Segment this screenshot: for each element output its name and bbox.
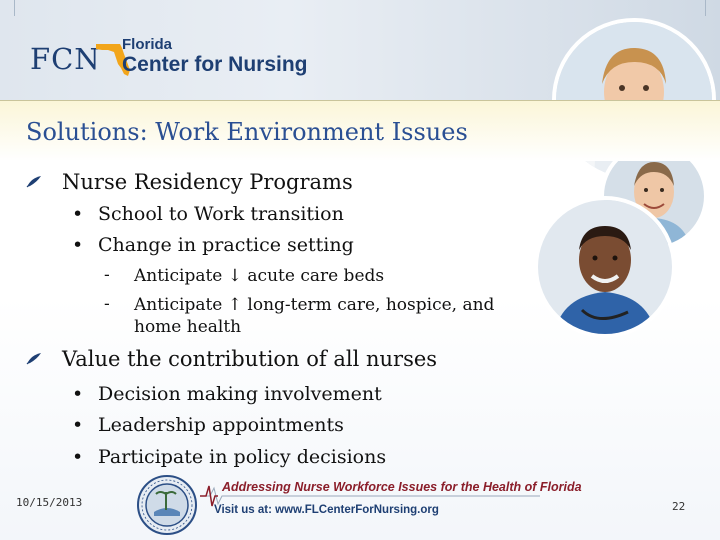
nurse-photo-male-2: [534, 196, 676, 338]
bullet-label: Value the contribution of all nurses: [62, 347, 438, 371]
fcn-logo: [30, 38, 320, 80]
state-seal-icon: [136, 474, 198, 536]
header-frame: [14, 0, 706, 16]
logo-florida: Florida: [122, 36, 173, 53]
sub-sub-bullet-label: Anticipate ↑ long-term care, hospice, and home health: [134, 295, 495, 337]
sub-bullet-label: Leadership appointments: [98, 414, 344, 436]
sub-bullet-label: Participate in policy decisions: [98, 446, 387, 468]
footer-date: 10/15/2013: [16, 496, 83, 509]
slide: FCN Florida Center for Nursing Solutions: Work Environment Issues Nurse Residency Programs • School to Work transition • Change in practice setting - Anticipate ↓ acute care beds - Anticipate ↑ long-term care, hospice, and home health Value the contribution of all nurses • Decision making involvement • Leadership appointments • Participate in policy decisions 10/15/2013 Addressing Nurse Workforce Issues for the Health of Florida Visit us at: www.FLCenterForNursing.org 22: [0, 0, 720, 540]
bullet-glyph-icon: [26, 351, 42, 367]
slide-title: Solutions: Work Environment Issues: [26, 118, 468, 146]
bullet-glyph-icon: [26, 174, 42, 190]
sub-bullet-label: Change in practice setting: [98, 234, 354, 256]
sub-bullet-label: School to Work transition: [98, 203, 344, 225]
logo-center-for-nursing: Center for Nursing: [122, 53, 308, 76]
sub-bullet-label: Decision making involvement: [98, 383, 382, 405]
bullet-label: Nurse Residency Programs: [62, 170, 353, 194]
sub-sub-bullet-label: Anticipate ↓ acute care beds: [134, 266, 385, 286]
footer-website: Visit us at: www.FLCenterForNursing.org: [214, 504, 439, 516]
logo-abbrev: FCN: [30, 42, 101, 76]
footer-tagline: Addressing Nurse Workforce Issues for the Health of Florida: [222, 480, 582, 494]
page-number: 22: [672, 500, 686, 513]
